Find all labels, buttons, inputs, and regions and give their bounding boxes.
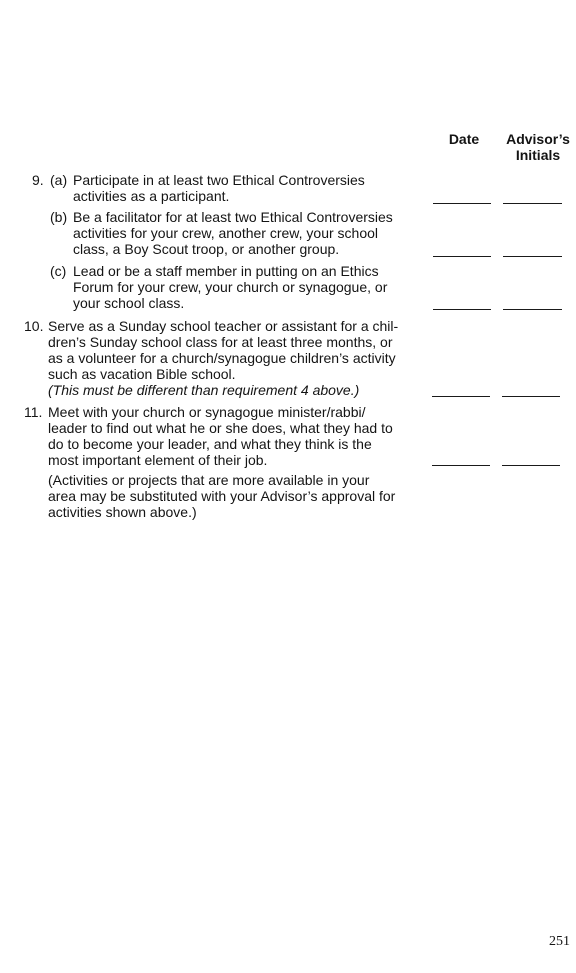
requirement-11 [24,404,424,474]
requirement-number: 10. [24,318,44,334]
text-line: your school class. [73,295,185,311]
date-column-header: Date [448,131,480,147]
advisor-header-line2: Initials [515,147,561,163]
advisor-header-line1: Advisor’s [506,131,570,147]
text-line: such as vacation Bible school. [48,366,236,382]
date-signature-line-9c[interactable] [433,309,491,310]
sub-item-label: (b) [50,209,68,225]
requirement-note: (This must be different than requirement 4 above.) [48,382,360,398]
requirement-9 [32,172,432,312]
text-line: as a volunteer for a church/synagogue children’s activity [48,350,396,366]
requirement-number: 11. [24,404,43,420]
requirement-10 [24,318,424,400]
initials-signature-line-10[interactable] [502,396,560,397]
text-line: (Activities or projects that are more available in your [48,472,370,488]
advisor-initials-column-header [500,131,576,163]
date-signature-line-9b[interactable] [433,256,491,257]
text-line: do to become your leader, and what they think is the [48,436,372,452]
footnote [48,472,428,520]
sub-item-label: (c) [50,263,67,279]
text-line: leader to find out what he or she does, what they had to [48,420,393,436]
text-line: activities as a participant. [73,188,230,204]
initials-signature-line-9b[interactable] [503,256,562,257]
date-signature-line-9a[interactable] [433,203,491,204]
text-line: most important element of their job. [48,452,268,468]
text-line: dren’s Sunday school class for at least three months, or [48,334,393,350]
text-line: Serve as a Sunday school teacher or assistant for a chil- [48,318,399,334]
initials-signature-line-11[interactable] [502,465,560,466]
text-line: Meet with your church or synagogue minister/rabbi/ [48,404,366,420]
text-line: Lead or be a staff member in putting on an Ethics [73,263,379,279]
requirement-number: 9. [32,172,44,188]
date-signature-line-10[interactable] [432,396,490,397]
text-line: activities shown above.) [48,504,197,520]
text-line: class, a Boy Scout troop, or another group. [73,241,340,257]
text-line: Participate in at least two Ethical Controversies [73,172,365,188]
text-line: Forum for your crew, your church or synagogue, or [73,279,388,295]
initials-signature-line-9a[interactable] [503,203,562,204]
text-line: area may be substituted with your Advisor’s approval for [48,488,396,504]
text-line: activities for your crew, another crew, your school [73,225,379,241]
initials-signature-line-9c[interactable] [503,309,562,310]
sub-item-label: (a) [50,172,68,188]
page-number: 251 [549,934,570,949]
date-signature-line-11[interactable] [432,465,490,466]
text-line: Be a facilitator for at least two Ethical Controversies [73,209,393,225]
